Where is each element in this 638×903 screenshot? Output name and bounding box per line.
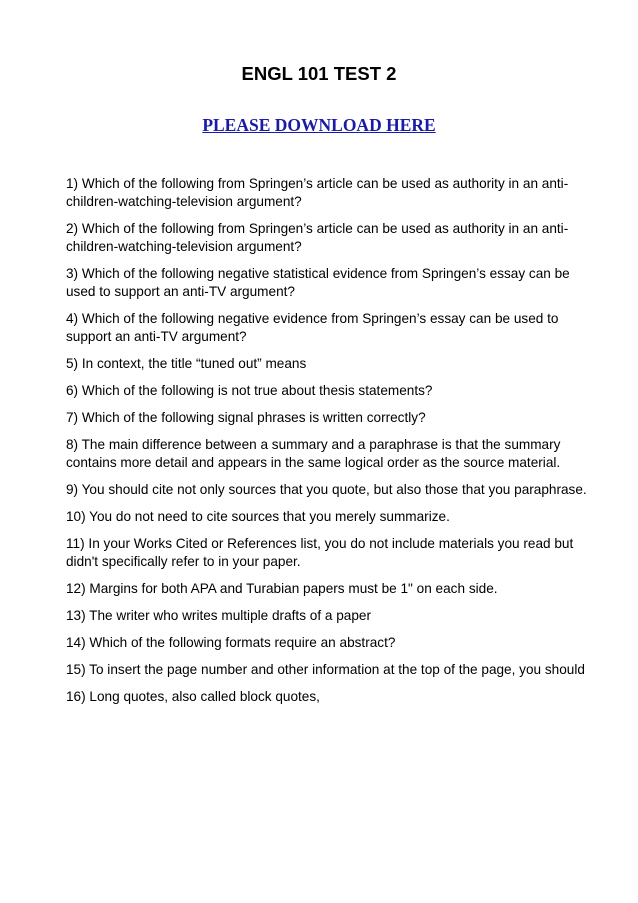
question-item: 1) Which of the following from Springen’s article can be used as authority in an anti-children-watching-television argument? — [66, 176, 569, 209]
question-item: 15) To insert the page number and other information at the top of the page, you should — [66, 662, 585, 677]
question-item: 11) In your Works Cited or References list, you do not include materials you read but didn't specifically refer to in your paper. — [66, 536, 574, 569]
question-item: 3) Which of the following negative statistical evidence from Springen’s essay can be used to support an anti-TV argument? — [66, 266, 570, 299]
question-item: 13) The writer who writes multiple drafts of a paper — [66, 608, 371, 623]
download-link[interactable]: PLEASE DOWNLOAD HERE — [202, 115, 436, 135]
question-list — [66, 175, 596, 715]
question-item: 12) Margins for both APA and Turabian papers must be 1" on each side. — [66, 581, 498, 596]
question-item: 9) You should cite not only sources that you quote, but also those that you paraphrase. — [66, 482, 587, 497]
question-item: 5) In context, the title “tuned out” means — [66, 356, 307, 371]
question-item: 10) You do not need to cite sources that you merely summarize. — [66, 509, 450, 524]
question-item: 14) Which of the following formats require an abstract? — [66, 635, 396, 650]
question-item: 4) Which of the following negative evidence from Springen’s essay can be used to support an anti-TV argument? — [66, 311, 559, 344]
document-title: ENGL 101 TEST 2 — [241, 63, 397, 84]
question-item: 6) Which of the following is not true about thesis statements? — [66, 383, 433, 398]
question-item: 16) Long quotes, also called block quotes, — [66, 689, 320, 704]
question-item: 8) The main difference between a summary and a paraphrase is that the summary contains more detail and appears in the same logical order as the source material. — [66, 437, 561, 470]
question-item: 2) Which of the following from Springen’s article can be used as authority in an anti-children-watching-television argument? — [66, 221, 569, 254]
question-item: 7) Which of the following signal phrases is written correctly? — [66, 410, 426, 425]
